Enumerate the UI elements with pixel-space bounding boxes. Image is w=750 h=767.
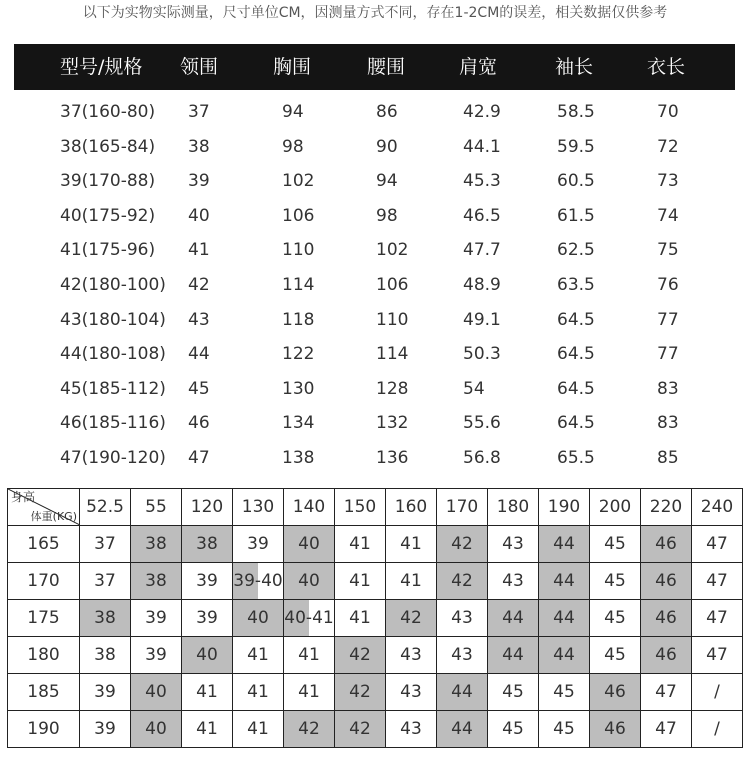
fit-size-value: 41 <box>349 534 371 554</box>
size-cell-chest: 110 <box>282 240 315 261</box>
fit-size-cell <box>284 600 335 637</box>
size-cell-model-size: 43(180-104) <box>60 309 166 330</box>
fit-size-cell <box>692 637 743 674</box>
size-cell-chest: 130 <box>282 378 315 399</box>
size-cell-sleeve: 65.5 <box>557 448 595 468</box>
fit-size-cell <box>233 563 284 600</box>
size-cell-model-size: 41(175-96) <box>60 240 156 261</box>
size-cell-chest: 114 <box>282 275 315 295</box>
weight-header-cell: 220 <box>641 489 692 526</box>
fit-size-cell <box>437 563 488 600</box>
fit-size-cell <box>386 711 437 748</box>
fit-size-cell <box>386 674 437 711</box>
fit-size-value: 45 <box>553 682 575 702</box>
fit-size-value: 41 <box>196 719 218 739</box>
size-cell-sleeve: 60.5 <box>557 171 595 192</box>
fit-size-value: 38 <box>94 608 116 628</box>
fit-size-cell <box>80 600 131 637</box>
fit-size-value: 43 <box>451 608 473 628</box>
size-cell-waist: 98 <box>376 205 398 226</box>
size-table-row <box>0 268 750 302</box>
size-cell-chest: 94 <box>282 102 304 122</box>
size-cell-waist: 106 <box>376 275 409 295</box>
weight-header-cell: 170 <box>437 489 488 526</box>
fit-size-cell <box>335 563 386 600</box>
fit-size-cell <box>539 563 590 600</box>
header-length: 衣长 <box>647 56 686 78</box>
fit-size-cell <box>488 563 539 600</box>
fit-size-value: 42 <box>451 534 473 554</box>
fit-size-cell <box>692 711 743 748</box>
size-cell-length: 77 <box>657 344 679 365</box>
fit-size-cell <box>182 600 233 637</box>
size-table-row <box>0 164 750 198</box>
fit-size-cell <box>641 526 692 563</box>
size-table-row <box>0 199 750 233</box>
fit-size-cell <box>641 637 692 674</box>
size-cell-collar: 37 <box>188 102 210 122</box>
fit-chart-corner-cell <box>8 489 80 526</box>
fit-chart-weight-row <box>8 489 743 526</box>
fit-size-cell <box>590 600 641 637</box>
fit-size-value: 46 <box>604 682 626 702</box>
fit-size-value: 47 <box>706 534 728 554</box>
size-cell-model-size: 37(160-80) <box>60 102 156 122</box>
size-cell-length: 77 <box>657 309 679 330</box>
size-table-row <box>0 95 750 129</box>
fit-size-cell <box>80 711 131 748</box>
fit-size-value: 42 <box>451 571 473 591</box>
size-cell-sleeve: 61.5 <box>557 205 595 226</box>
fit-size-value: 39 <box>94 682 116 702</box>
size-cell-shoulder: 55.6 <box>463 413 501 434</box>
weight-header-cell: 200 <box>590 489 641 526</box>
fit-size-value: 43 <box>451 645 473 665</box>
fit-size-cell <box>539 674 590 711</box>
fit-size-value: 47 <box>706 608 728 628</box>
fit-size-value: 44 <box>502 608 524 628</box>
fit-size-cell <box>692 563 743 600</box>
height-label-cell: 185 <box>8 674 80 711</box>
fit-size-value: 47 <box>706 571 728 591</box>
fit-size-cell <box>182 711 233 748</box>
corner-height-label: 身高 <box>11 490 36 504</box>
fit-size-value: 38 <box>196 534 218 554</box>
fit-size-value: 42 <box>349 682 371 702</box>
fit-size-value: 40 <box>298 534 320 554</box>
fit-size-value: 40 <box>196 645 218 665</box>
size-cell-chest: 102 <box>282 171 315 192</box>
fit-size-value: 39 <box>196 571 218 591</box>
size-cell-chest: 106 <box>282 205 315 226</box>
size-cell-chest: 118 <box>282 309 315 330</box>
fit-size-value: 45 <box>604 608 626 628</box>
fit-size-value: 41 <box>349 571 371 591</box>
size-cell-collar: 46 <box>188 413 210 434</box>
fit-size-cell <box>437 637 488 674</box>
size-cell-model-size: 40(175-92) <box>60 205 156 226</box>
size-cell-collar: 40 <box>188 205 210 226</box>
fit-size-cell <box>590 563 641 600</box>
size-cell-waist: 114 <box>376 344 409 365</box>
size-cell-collar: 39 <box>188 171 210 192</box>
size-cell-sleeve: 59.5 <box>557 136 595 157</box>
fit-size-value: 39 <box>94 719 116 739</box>
size-cell-waist: 86 <box>376 102 398 122</box>
fit-size-value: 47 <box>655 719 677 739</box>
size-cell-shoulder: 42.9 <box>463 102 501 122</box>
fit-size-cell <box>386 600 437 637</box>
weight-header-cell: 240 <box>692 489 743 526</box>
weight-header-cell: 140 <box>284 489 335 526</box>
fit-size-cell <box>233 526 284 563</box>
size-table-row <box>0 130 750 164</box>
fit-size-value: 44 <box>502 645 524 665</box>
fit-size-value: 37 <box>94 571 116 591</box>
fit-size-cell <box>80 563 131 600</box>
fit-size-value: 45 <box>604 571 626 591</box>
fit-size-cell <box>284 563 335 600</box>
fit-size-cell <box>233 600 284 637</box>
weight-header-cell: 180 <box>488 489 539 526</box>
size-cell-model-size: 42(180-100) <box>60 275 166 295</box>
fit-size-cell <box>233 637 284 674</box>
size-cell-length: 73 <box>657 171 679 192</box>
size-cell-length: 83 <box>657 413 679 434</box>
fit-size-value: 42 <box>349 645 371 665</box>
size-cell-collar: 41 <box>188 240 210 261</box>
fit-size-value: 43 <box>502 534 524 554</box>
fit-size-cell <box>386 526 437 563</box>
fit-size-cell <box>641 600 692 637</box>
fit-size-value: 44 <box>553 608 575 628</box>
fit-size-value: 44 <box>451 682 473 702</box>
corner-weight-label: 体重(KG) <box>30 510 77 523</box>
fit-size-value: 46 <box>655 571 677 591</box>
weight-header-cell: 55 <box>131 489 182 526</box>
height-label-cell: 180 <box>8 637 80 674</box>
fit-size-cell <box>80 674 131 711</box>
fit-chart-row <box>8 637 743 674</box>
fit-size-value: 43 <box>400 719 422 739</box>
fit-size-value: 44 <box>553 571 575 591</box>
fit-size-value: 45 <box>553 719 575 739</box>
header-chest: 胸围 <box>273 56 312 78</box>
header-waist: 腰围 <box>367 56 406 78</box>
size-cell-model-size: 44(180-108) <box>60 344 166 365</box>
size-cell-shoulder: 50.3 <box>463 344 501 365</box>
fit-size-value: 40 <box>247 608 269 628</box>
fit-size-cell <box>590 711 641 748</box>
fit-size-value: 44 <box>451 719 473 739</box>
size-cell-chest: 138 <box>282 448 315 468</box>
size-cell-length: 83 <box>657 378 679 399</box>
fit-size-value: 41 <box>349 608 371 628</box>
weight-header-cell: 190 <box>539 489 590 526</box>
fit-size-cell <box>539 637 590 674</box>
size-cell-length: 76 <box>657 275 679 295</box>
fit-size-cell <box>692 526 743 563</box>
size-table-row <box>0 233 750 267</box>
fit-size-value: 39 <box>247 534 269 554</box>
fit-size-cell <box>131 637 182 674</box>
fit-size-value: 46 <box>655 608 677 628</box>
fit-size-value: 45 <box>604 534 626 554</box>
size-cell-waist: 110 <box>376 309 409 330</box>
fit-size-cell <box>233 674 284 711</box>
fit-size-value: 43 <box>400 682 422 702</box>
weight-header-cell: 130 <box>233 489 284 526</box>
fit-size-value: 39 <box>196 608 218 628</box>
fit-size-cell <box>437 600 488 637</box>
fit-size-cell <box>437 674 488 711</box>
fit-size-cell <box>335 600 386 637</box>
size-cell-model-size: 38(165-84) <box>60 136 156 157</box>
fit-size-cell <box>131 674 182 711</box>
fit-size-cell <box>488 600 539 637</box>
size-cell-sleeve: 64.5 <box>557 309 595 330</box>
size-cell-chest: 122 <box>282 344 315 365</box>
size-cell-model-size: 45(185-112) <box>60 378 166 399</box>
fit-size-cell <box>590 526 641 563</box>
fit-size-cell <box>182 563 233 600</box>
fit-size-cell <box>182 674 233 711</box>
fit-size-cell <box>386 637 437 674</box>
size-cell-sleeve: 64.5 <box>557 344 595 365</box>
fit-size-value: 47 <box>655 682 677 702</box>
fit-size-value: 37 <box>94 534 116 554</box>
height-label-cell: 190 <box>8 711 80 748</box>
size-cell-shoulder: 44.1 <box>463 136 501 157</box>
size-table-row <box>0 337 750 371</box>
weight-header-cell: 120 <box>182 489 233 526</box>
weight-header-cell: 160 <box>386 489 437 526</box>
header-shoulder: 肩宽 <box>459 56 498 78</box>
size-cell-collar: 47 <box>188 448 210 468</box>
fit-size-value: 43 <box>400 645 422 665</box>
header-sleeve: 袖长 <box>555 56 594 78</box>
fit-size-cell <box>131 600 182 637</box>
size-cell-shoulder: 56.8 <box>463 448 501 468</box>
fit-size-cell <box>233 711 284 748</box>
fit-size-cell <box>641 711 692 748</box>
fit-size-value: 45 <box>502 682 524 702</box>
size-table-row <box>0 441 750 475</box>
size-cell-shoulder: 49.1 <box>463 309 501 330</box>
fit-size-value: 41 <box>298 682 320 702</box>
size-cell-shoulder: 48.9 <box>463 275 501 295</box>
fit-size-cell <box>641 674 692 711</box>
fit-size-value: 42 <box>400 608 422 628</box>
fit-size-value: 40 <box>298 571 320 591</box>
size-cell-waist: 94 <box>376 171 398 192</box>
fit-size-value: 40 <box>145 682 167 702</box>
fit-size-value: 38 <box>145 571 167 591</box>
fit-size-cell <box>80 637 131 674</box>
size-cell-length: 74 <box>657 205 679 226</box>
size-cell-sleeve: 58.5 <box>557 102 595 122</box>
fit-size-cell <box>335 711 386 748</box>
size-cell-sleeve: 64.5 <box>557 413 595 434</box>
height-weight-fit-chart <box>7 488 743 748</box>
fit-size-cell <box>641 563 692 600</box>
fit-size-cell <box>539 600 590 637</box>
size-cell-sleeve: 62.5 <box>557 240 595 261</box>
weight-header-cell: 52.5 <box>80 489 131 526</box>
fit-size-value: 46 <box>604 719 626 739</box>
fit-size-value: 41 <box>400 534 422 554</box>
size-cell-collar: 43 <box>188 309 210 330</box>
fit-size-cell <box>437 526 488 563</box>
fit-size-cell <box>488 637 539 674</box>
size-cell-shoulder: 54 <box>463 378 485 399</box>
size-cell-model-size: 46(185-116) <box>60 413 166 434</box>
weight-header-cell: 150 <box>335 489 386 526</box>
size-table-row <box>0 303 750 337</box>
fit-size-cell <box>80 526 131 563</box>
size-cell-collar: 44 <box>188 344 210 365</box>
size-cell-waist: 102 <box>376 240 409 261</box>
size-cell-shoulder: 45.3 <box>463 171 501 192</box>
fit-size-value: / <box>714 682 720 702</box>
size-cell-length: 85 <box>657 448 679 468</box>
fit-size-value: 40 <box>145 719 167 739</box>
fit-size-cell <box>182 637 233 674</box>
size-cell-sleeve: 64.5 <box>557 378 595 399</box>
fit-size-cell <box>335 526 386 563</box>
fit-size-cell <box>539 526 590 563</box>
size-cell-waist: 128 <box>376 378 409 399</box>
fit-size-value: 39 <box>145 608 167 628</box>
size-cell-chest: 98 <box>282 136 304 157</box>
fit-size-cell <box>590 674 641 711</box>
fit-size-cell <box>437 711 488 748</box>
fit-size-value: 43 <box>502 571 524 591</box>
fit-size-cell <box>335 637 386 674</box>
size-cell-length: 75 <box>657 240 679 261</box>
fit-chart-row <box>8 674 743 711</box>
fit-size-cell <box>131 711 182 748</box>
fit-chart-row <box>8 711 743 748</box>
measurement-note: 以下为实物实际测量，尺寸单位CM，因测量方式不同，存在1-2CM的误差，相关数据仅供参考 <box>82 5 668 21</box>
fit-chart-row <box>8 526 743 563</box>
fit-size-cell <box>284 711 335 748</box>
size-cell-collar: 38 <box>188 136 210 157</box>
fit-size-value: 44 <box>553 534 575 554</box>
fit-size-value: 41 <box>247 719 269 739</box>
fit-size-cell <box>539 711 590 748</box>
fit-size-cell <box>284 526 335 563</box>
fit-size-cell <box>131 526 182 563</box>
fit-size-value: 47 <box>706 645 728 665</box>
size-cell-waist: 136 <box>376 448 409 468</box>
fit-size-value: 41 <box>298 645 320 665</box>
fit-size-value: 39 <box>145 645 167 665</box>
fit-chart-row <box>8 600 743 637</box>
size-table-header <box>14 44 735 90</box>
fit-size-value: 41 <box>247 645 269 665</box>
fit-size-value: 46 <box>655 645 677 665</box>
fit-size-value: 38 <box>145 534 167 554</box>
size-cell-chest: 134 <box>282 413 315 434</box>
size-table-row <box>0 406 750 440</box>
fit-size-value: 44 <box>553 645 575 665</box>
fit-size-cell <box>488 526 539 563</box>
fit-chart-row <box>8 563 743 600</box>
fit-size-value: 40-41 <box>284 608 334 628</box>
fit-size-cell <box>692 600 743 637</box>
fit-size-cell <box>692 674 743 711</box>
size-table-row <box>0 372 750 406</box>
height-label-cell: 175 <box>8 600 80 637</box>
fit-size-value: 39-40 <box>233 571 283 591</box>
size-cell-model-size: 39(170-88) <box>60 171 156 192</box>
fit-size-cell <box>182 526 233 563</box>
size-cell-collar: 42 <box>188 275 210 295</box>
header-collar: 领围 <box>180 56 219 78</box>
fit-size-value: / <box>714 719 720 739</box>
fit-size-value: 46 <box>655 534 677 554</box>
fit-size-cell <box>386 563 437 600</box>
fit-size-cell <box>131 563 182 600</box>
fit-size-value: 45 <box>502 719 524 739</box>
size-cell-collar: 45 <box>188 378 210 399</box>
size-cell-shoulder: 46.5 <box>463 205 501 226</box>
height-label-cell: 170 <box>8 563 80 600</box>
size-cell-waist: 90 <box>376 136 398 157</box>
size-cell-sleeve: 63.5 <box>557 275 595 295</box>
fit-size-cell <box>488 711 539 748</box>
fit-size-value: 45 <box>604 645 626 665</box>
fit-size-value: 41 <box>247 682 269 702</box>
height-label-cell: 165 <box>8 526 80 563</box>
header-model-size: 型号/规格 <box>60 56 143 78</box>
fit-size-value: 41 <box>196 682 218 702</box>
fit-size-cell <box>284 674 335 711</box>
fit-size-cell <box>284 637 335 674</box>
size-cell-length: 72 <box>657 136 679 157</box>
fit-size-value: 41 <box>400 571 422 591</box>
fit-size-value: 38 <box>94 645 116 665</box>
size-cell-model-size: 47(190-120) <box>60 448 166 468</box>
size-cell-shoulder: 47.7 <box>463 240 501 261</box>
fit-size-cell <box>488 674 539 711</box>
size-cell-waist: 132 <box>376 413 409 434</box>
size-cell-length: 70 <box>657 102 679 122</box>
fit-size-cell <box>335 674 386 711</box>
fit-size-value: 42 <box>349 719 371 739</box>
fit-size-value: 42 <box>298 719 320 739</box>
fit-size-cell <box>590 637 641 674</box>
